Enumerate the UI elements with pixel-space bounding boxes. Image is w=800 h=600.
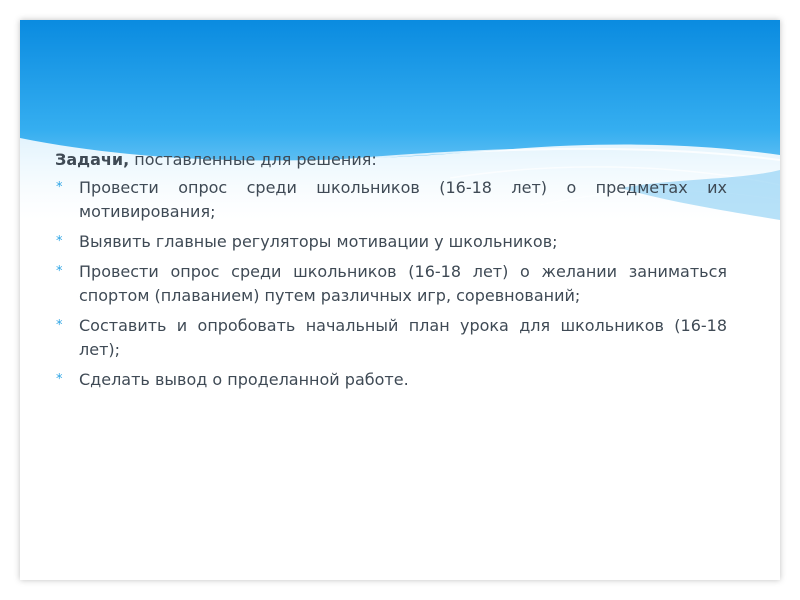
bullet-icon: * <box>56 264 63 279</box>
list-item <box>55 230 727 254</box>
task-list <box>55 176 727 392</box>
list-item-text: Составить и опробовать начальный план урока для школьников (16-18 лет); <box>79 316 727 359</box>
list-item <box>55 260 727 308</box>
bullet-icon: * <box>56 372 63 387</box>
intro-line <box>55 148 727 172</box>
slide <box>20 20 780 580</box>
slide-content <box>55 148 727 398</box>
list-item-text: Сделать вывод о проделанной работе. <box>79 370 409 389</box>
list-item-text: Провести опрос среди школьников (16-18 лет) о предметах их мотивирования; <box>79 178 727 221</box>
list-item <box>55 176 727 224</box>
list-item <box>55 314 727 362</box>
bullet-icon: * <box>56 180 63 195</box>
list-item-text: Выявить главные регуляторы мотивации у школьников; <box>79 232 558 251</box>
bullet-icon: * <box>56 318 63 333</box>
bullet-icon: * <box>56 234 63 249</box>
list-item-text: Провести опрос среди школьников (16-18 лет) о желании заниматься спортом (плаванием) путем различных игр, соревнований; <box>79 262 727 305</box>
list-item <box>55 368 727 392</box>
intro-bold: Задачи, <box>55 150 130 169</box>
intro-text: поставленные для решения: <box>129 150 377 169</box>
